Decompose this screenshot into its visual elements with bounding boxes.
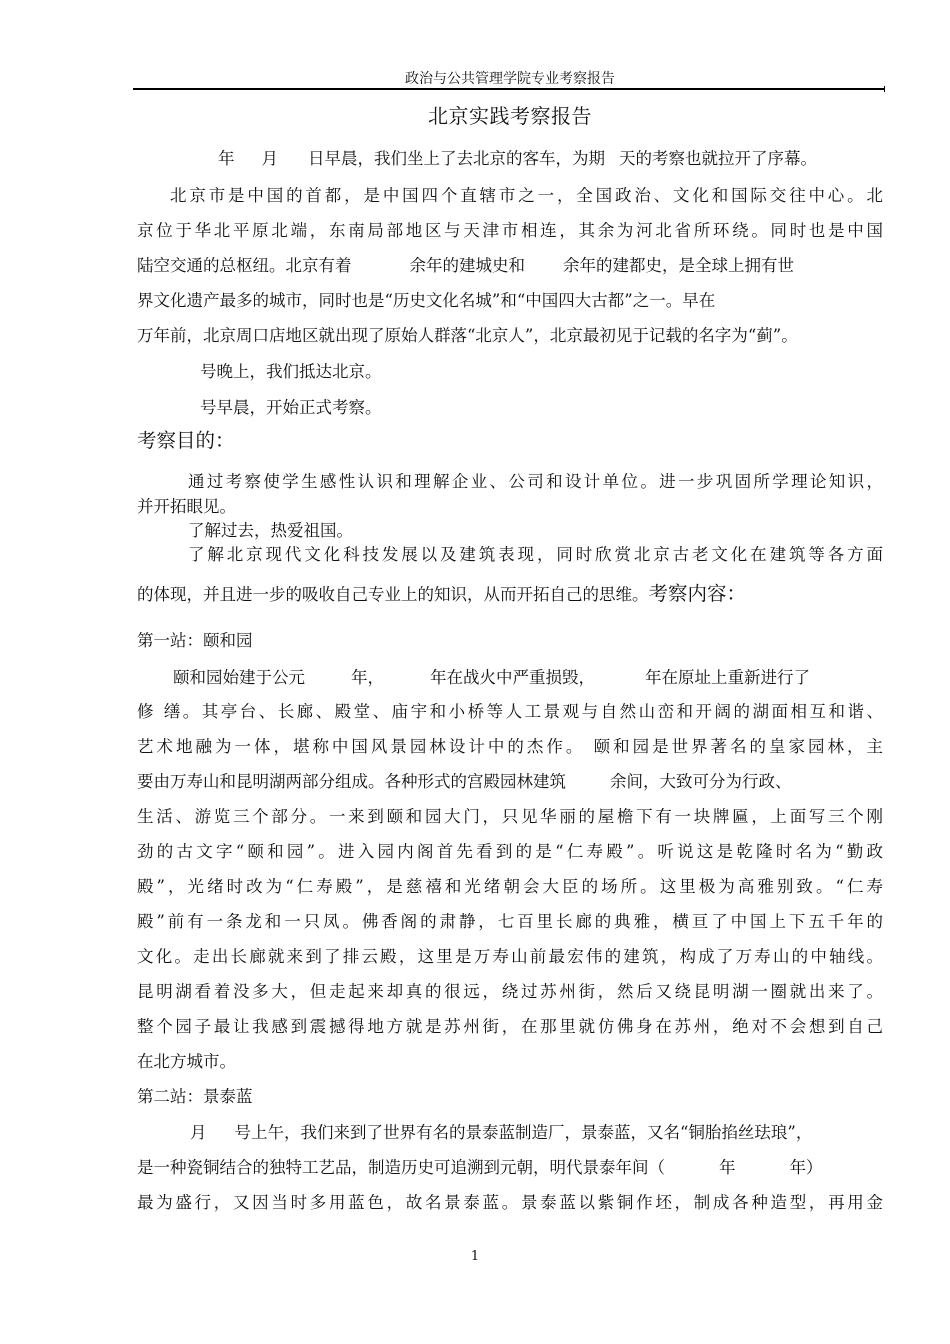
paragraph-line: 北京市是中国的首都，是中国四个直辖市之一，全国政治、文化和国际交往中心。北 [170, 186, 883, 205]
section-heading-station-1: 第一站：颐和园 [137, 631, 253, 650]
paragraph-line [137, 255, 883, 277]
station2-text: 年） [789, 1158, 823, 1177]
section-heading-content: 考察内容： [648, 582, 747, 605]
paragraph-line: 修 缮。其亭台、长廊、殿堂、庙宇和小桥等人工景观与自然山峦和开阔的湖面相互和谐、 [137, 702, 883, 721]
paragraph-line: 通过考察使学生感性认识和理解企业、公司和设计单位。进一步巩固所学理论知识， [188, 472, 883, 491]
paragraph-line: 万年前，北京周口店地区就出现了原始人群落“北京人”，北京最初见于记载的名字为“蓟”。 [137, 326, 798, 345]
intro-line-1 [218, 148, 883, 170]
station2-text: 号上午，我们来到了世界有名的景泰蓝制造厂，景泰蓝，又名“铜胎掐丝珐琅”， [234, 1123, 813, 1142]
paragraph-line [190, 1122, 883, 1144]
station1-text: 年在战火中严重损毁， [430, 668, 595, 687]
paragraph-line [137, 1157, 883, 1179]
header-rule [133, 88, 885, 90]
paragraph-line: 了解北京现代文化科技发展以及建筑表现，同时欣赏北京古老文化在建筑等各方面 [188, 545, 883, 564]
intro-text: 日早晨，我们坐上了去北京的客车，为期 [308, 149, 605, 168]
paragraph-line: 界文化遗产最多的城市，同时也是“历史文化名城”和“中国四大古都”之一。早在 [137, 291, 716, 310]
purpose-text: 的体现，并且进一步的吸收自己专业上的知识，从而开拓自己的思维。 [137, 585, 649, 604]
section-heading-purpose: 考察目的： [137, 429, 235, 452]
paragraph-line: 并开拓眼见。 [137, 497, 236, 516]
station1-text: 余间，大致可分为行政、 [610, 772, 792, 791]
paragraph-line: 昆明湖看着没多大，但走起来却真的很远，绕过苏州街，然后又绕昆明湖一圈就出来了。 [137, 982, 883, 1001]
intro-text: 余年的建城史和 [409, 256, 525, 275]
running-header: 政治与公共管理学院专业考察报告 [405, 71, 615, 87]
page-title: 北京实践考察报告 [428, 104, 592, 128]
intro-text: 月 [261, 149, 278, 168]
paragraph-line [173, 667, 883, 689]
paragraph-line: 生活、游览三个部分。一来到颐和园大门，只见华丽的屋檐下有一块牌匾，上面写三个刚 [137, 807, 883, 826]
paragraph-line [137, 771, 883, 793]
page-number: 1 [470, 1249, 480, 1264]
paragraph-line: 号晚上，我们抵达北京。 [200, 362, 382, 381]
intro-text: 天的考察也就拉开了序幕。 [619, 149, 817, 168]
paragraph-line: 京位于华北平原北端，东南局部地区与天津市相连，其余为河北省所环绕。同时也是中国 [137, 221, 883, 240]
intro-text: 余年的建都史，是全球上拥有世 [563, 256, 794, 275]
station2-text: 是一种瓷铜结合的独特工艺品，制造历史可追溯到元朝，明代景泰年间（ [137, 1158, 665, 1177]
paragraph-line: 劲的古文字“颐和园”。进入园内阁首先看到的是“仁寿殿”。听说这是乾隆时名为“勤政 [137, 842, 883, 861]
paragraph-line: 最为盛行，又因当时多用蓝色，故名景泰蓝。景泰蓝以紫铜作坯，制成各种造型，再用金 [137, 1193, 883, 1212]
paragraph-line: 了解过去，热爱祖国。 [188, 521, 353, 540]
paragraph-line: 号早晨，开始正式考察。 [200, 398, 382, 417]
paragraph-line: 在北方城市。 [137, 1052, 236, 1071]
intro-text: 年 [218, 149, 235, 168]
station1-text: 要由万寿山和昆明湖两部分组成。各种形式的宫殿园林建筑 [137, 772, 566, 791]
station1-text: 年在原址上重新进行了 [645, 668, 810, 687]
station1-text: 颐和园始建于公元 [173, 668, 305, 687]
station2-text: 年 [719, 1158, 736, 1177]
paragraph-line: 殿”前有一条龙和一只凤。佛香阁的肃静，七百里长廊的典雅，横亘了中国上下五千年的 [137, 912, 883, 931]
header-rule-tick [884, 86, 885, 92]
paragraph-line [137, 583, 883, 606]
paragraph-line: 艺术地融为一体，堪称中国风景园林设计中的杰作。 颐和园是世界著名的皇家园林，主 [137, 737, 883, 756]
paragraph-line: 殿”，光绪时改为“仁寿殿”，是慈禧和光绪朝会大臣的场所。这里极为高雅别致。“仁寿 [137, 877, 883, 896]
station1-text: 年， [351, 668, 384, 687]
intro-text: 陆空交通的总枢纽。北京有着 [137, 256, 352, 275]
paragraph-line: 文化。走出长廊就来到了排云殿，这里是万寿山前最宏伟的建筑，构成了万寿山的中轴线。 [137, 947, 883, 966]
station2-text: 月 [190, 1123, 207, 1142]
section-heading-station-2: 第二站：景泰蓝 [137, 1087, 253, 1106]
paragraph-line: 整个园子最让我感到震撼得地方就是苏州街，在那里就仿佛身在苏州，绝对不会想到自己 [137, 1017, 883, 1036]
